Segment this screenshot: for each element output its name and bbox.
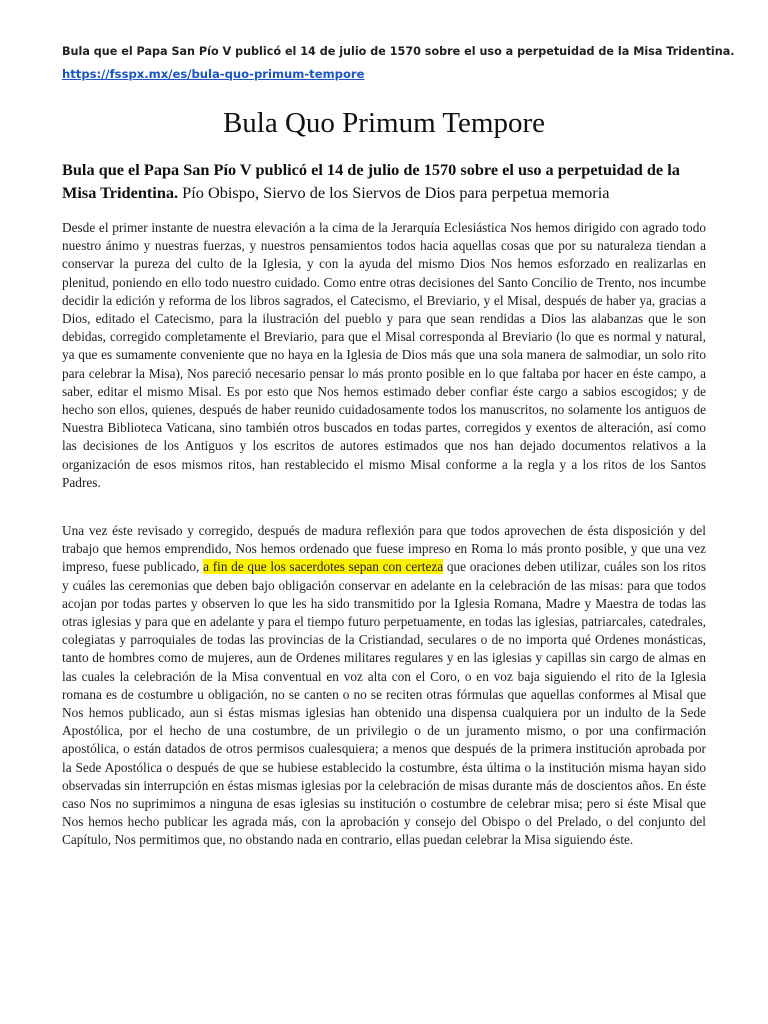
paragraph-1: Desde el primer instante de nuestra elevación a la cima de la Jerarquía Eclesiástica Nos hemos dirigido con agrado todo nuestro ánimo y nuestras fuerzas, y nuestros pensamientos todos hacia aquellas cosas que por su naturaleza tiendan a conservar la pureza del culto de la Iglesia, y con la ayuda del mismo Dios Nos hemos esforzado en realizarlas en plenitud, poniendo en ello todo nuestro cuidado. Como entre otras decisiones del Santo Concilio de Trento, nos incumbe decidir la edición y reforma de los libros sagrados, el Catecismo, el Breviario, y el Misal, después de haber ya, gracias a Dios, editado el Catecismo, para la ilustración del pueblo y para que sean rendidas a Dios las alabanzas que le son debidas, corregido completamente el Breviario, para que el Misal corresponda al Breviario (lo que es normal y natural, ya que es sumamente conveniente que no haya en la Iglesia de Dios más que una sola manera de salmodiar, un solo rito para celebrar la Misa), Nos pareció necesario pensar lo más pronto posible en lo que faltaba por hacer en éste campo, a saber, editar el mismo Misal. Es por esto que Nos hemos estimado deber confiar éste cargo a sabios escogidos; y de hecho son ellos, quienes, después de haber reunido cuidadosamente todos los manuscritos, no solamente los antiguos de Nuestra Biblioteca Vaticana, sino también otros buscados en todas partes, corregidos y exentos de alteración, así como las decisiones de los Antiguos y los escritos de autores estimados que nos han dejado documentos relativos a la organización de esos mismos ritos, han restablecido el mismo Misal conforme a la regla y a los ritos de los Santos Padres.: [62, 220, 706, 490]
document-title: Bula Quo Primum Tempore: [222, 107, 546, 139]
subtitle-normal: Pío Obispo, Siervo de los Siervos de Dios para perpetua memoria: [178, 183, 610, 202]
paragraph-2-part-1: Una vez éste revisado y corregido, después de madura reflexión para que todos aprovechen de ésta disposición y del trabajo que hemos emprendido, Nos hemos ordenado que fuese impreso en Roma lo más pronto posible, y que una vez impreso, fuese publicado,: [62, 523, 706, 575]
paragraph-2: [62, 522, 706, 850]
source-link[interactable]: https://fsspx.mx/es/bula-quo-primum-tempore: [62, 67, 365, 81]
header-note: Bula que el Papa San Pío V publicó el 14 de julio de 1570 sobre el uso a perpetuidad de la Misa Tridentina.: [62, 45, 735, 58]
document-subtitle: [62, 158, 706, 204]
highlighted-text: a fin de que los sacerdotes sepan con certeza: [203, 559, 444, 575]
subtitle-bold: Bula que el Papa San Pío V publicó el 14 de julio de 1570 sobre el uso a perpetuidad de la Misa Tridentina.: [62, 160, 680, 202]
paragraph-2-part-2: que oraciones deben utilizar, cuáles son los ritos y cuáles las ceremonias que deben bajo obligación conservar en adelante en la celebración de las misas: para que todos acojan por todas partes y observen lo que les ha sido transmitido por la Iglesia Romana, Madre y Maestra de todas las otras iglesias y para que en adelante y para el tiempo futuro perpetuamente, en todas las iglesias, patriarcales, catedrales, colegiatas y parroquiales de todas las provincias de la Cristiandad, seculares o de no importa qué Ordenes monásticas, tanto de hombres como de mujeres, aun de Ordenes militares regulares y en las iglesias y capillas sin cargo de almas en las cuales la celebración de la Misa conventual en voz alta con el Coro, o en voz baja siguiendo el rito de la Iglesia romana es de costumbre u obligación, no se canten o no se reciten otras fórmulas que aquellas conformes al Misal que Nos hemos publicado, aun si éstas mismas iglesias han obtenido una dispensa cualquiera por un indulto de la Sede Apostólica, por el hecho de una costumbre, de un privilegio o de un juramento mismo, o por una confirmación apostólica, o están datados de otros permisos cualesquiera; a menos que después de la primera institución aprobada por la Sede Apostólica o después de que se hubiese establecido la costumbre, ésta última o la institución misma hayan sido observadas sin interrupción en éstas mismas iglesias por la celebración de misas durante más de doscientos años. En éste caso Nos no suprimimos a ninguna de esas iglesias su institución o costumbre de celebrar misa; pero si éste Misal que Nos hemos hecho publicar les agrada más, con la aprobación y consejo del Obispo o del Prelado, o del conjunto del Capítulo, Nos permitimos que, no obstando nada en contrario, ellas puedan celebrar la Misa siguiendo éste.: [62, 559, 706, 848]
